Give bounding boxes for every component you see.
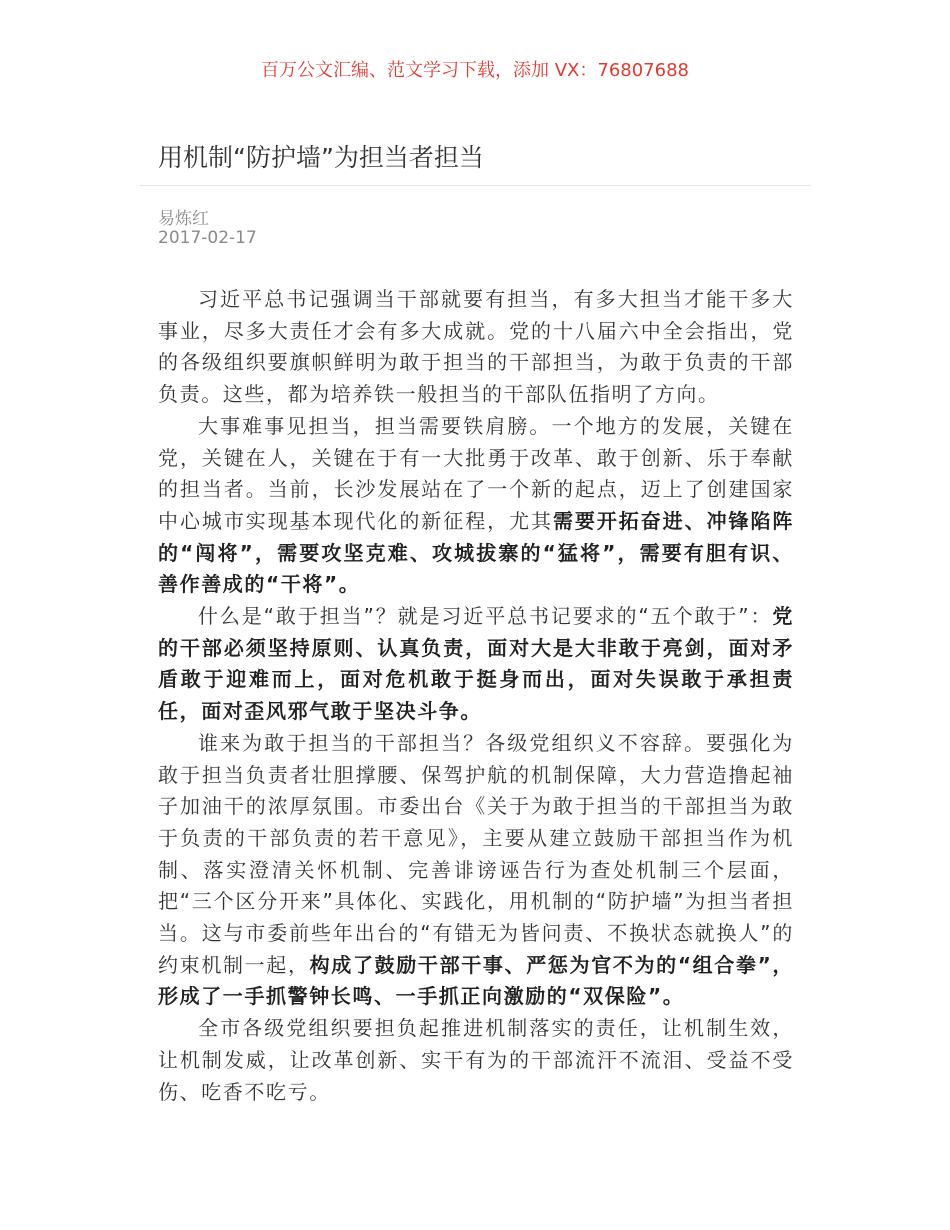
paragraph-text: 什么是“敢于担当”？就是习近平总书记要求的“五个敢于”：	[198, 604, 773, 629]
paragraph-bold-text: 需要开拓奋进、冲锋陷阵的“闯将”，需要攻坚克难、攻城拔寨的“猛将”，需要有胆有识、善作善成的“干将”。	[158, 508, 794, 597]
promo-banner: 百万公文汇编、范文学习下载，添加 VX：76807688	[261, 60, 689, 81]
paragraph-text: 谁来为敢于担当的干部担当？各级党组织义不容辞。要强化为敢于担当负责者壮胆撑腰、保驾护航的机制保障，大力营造撸起袖子加油干的浓厚氛围。市委出台《关于为敢于担当的干部担当为敢于负责的干部负责的若干意见》，主要从建立鼓励干部担当作为机制、落实澄清关怀机制、完善诽谤诬告行为查处机制三个层面，把“三个区分开来”具体化、实践化，用机制的“防护墙”为担当者担当。这与市委前些年出台的“有错无为皆问责、不换状态就换人”的约束机制一起，	[158, 730, 794, 977]
paragraph-text: 大事难事见担当，担当需要铁肩膀。一个地方的发展，关键在党，关键在人，关键在于有一大批勇于改革、敢于创新、乐于奉献的担当者。当前，长沙发展站在了一个新的起点，迈上了创建国家中心城市实现基本现代化的新征程，尤其	[158, 413, 794, 533]
article-date: 2017-02-17	[158, 228, 257, 248]
paragraph-bold-text: 构成了鼓励干部干事、严惩为官不为的“组合拳”，形成了一手抓警钟长鸣、一手抓正向激励的“双保险”。	[158, 952, 795, 1009]
paragraph	[158, 601, 794, 728]
title-divider	[140, 185, 810, 186]
paragraph	[158, 284, 794, 411]
article-body	[158, 284, 794, 1108]
paragraph-bold-text: 党的干部必须坚持原则、认真负责，面对大是大非敢于亮剑，面对矛盾敢于迎难而上，面对危机敢于挺身而出，面对失误敢于承担责任，面对歪风邪气敢于坚决斗争。	[158, 604, 794, 724]
paragraph	[158, 728, 794, 1013]
article-author: 易炼红	[158, 209, 209, 229]
paragraph-text: 全市各级党组织要担负起推进机制落实的责任，让机制生效，让机制发威，让改革创新、实干有为的干部流汗不流泪、受益不受伤、吃香不吃亏。	[158, 1016, 794, 1104]
paragraph	[158, 1013, 794, 1108]
article-title: 用机制“防护墙”为担当者担当	[158, 143, 484, 172]
paragraph-text: 习近平总书记强调当干部就要有担当，有多大担当才能干多大事业，尽多大责任才会有多大成就。党的十八届六中全会指出，党的各级组织要旗帜鲜明为敢于担当的干部担当，为敢于负责的干部负责。这些，都为培养铁一般担当的干部队伍指明了方向。	[158, 287, 794, 407]
paragraph	[158, 411, 794, 601]
